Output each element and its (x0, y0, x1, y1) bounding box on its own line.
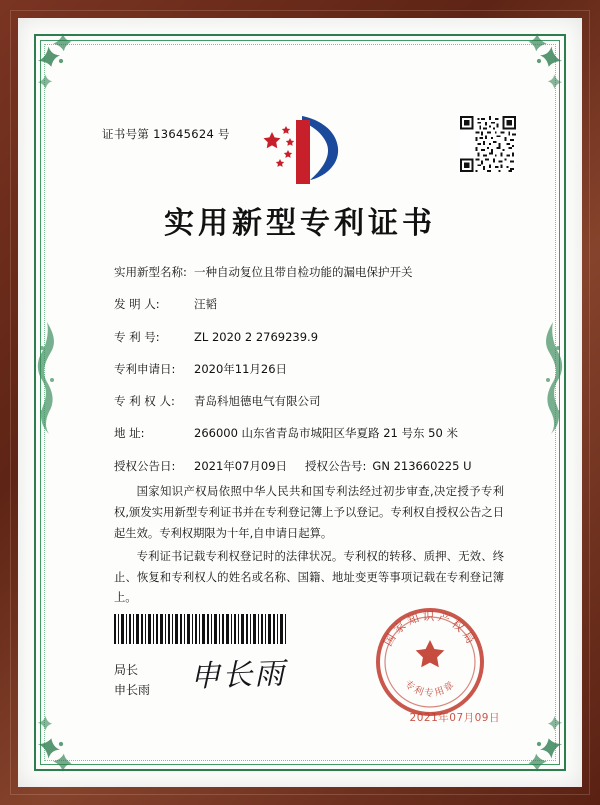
field-row-patent-number (114, 329, 508, 346)
field-label-secondary: 授权公告号: (305, 458, 367, 473)
field-value: 青岛科旭德电气有限公司 (194, 394, 321, 408)
edge-ornament-icon (540, 318, 566, 438)
field-value: ZL 2020 2 2769239.9 (194, 329, 319, 344)
certificate-paper (18, 18, 582, 787)
signature-name: 申长雨 (114, 683, 151, 698)
legal-text (114, 482, 504, 611)
field-row-invention-name (114, 264, 508, 281)
qr-code-icon (460, 116, 516, 172)
field-value: 266000 山东省青岛市城阳区华夏路 21 号东 50 米 (194, 426, 458, 441)
field-value-secondary: GN 213660225 U (372, 458, 472, 473)
barcode-icon (114, 614, 286, 644)
certificate-content (62, 58, 538, 747)
field-label: 专 利 号: (114, 329, 160, 344)
cnipa-logo-icon (240, 110, 360, 188)
field-row-address (114, 425, 508, 442)
page-title: 实用新型专利证书 (164, 206, 436, 241)
edge-ornament-icon (34, 318, 60, 438)
field-value: 2020年11月26日 (194, 361, 288, 376)
field-label: 发 明 人: (114, 297, 160, 312)
field-label: 地 址: (114, 426, 145, 441)
signature-block (114, 660, 150, 701)
legal-paragraph-1: 国家知识产权局依照中华人民共和国专利法经过初步审查,决定授予专利权,颁发实用新型专利证书并在专利登记簿上予以登记。专利权自授权公告之日起生效。专利权期限为十年,自申请日起算。 (114, 485, 504, 540)
field-value: 汪韬 (194, 297, 217, 312)
certificate-number: 证书号第 13645624 号 (102, 127, 230, 141)
field-value: 一种自动复位且带自检功能的漏电保护开关 (194, 265, 413, 279)
legal-paragraph-2: 专利证书记载专利权登记时的法律状况。专利权的转移、质押、无效、终止、恢复和专利权人的姓名或名称、国籍、地址变更等事项记载在专利登记簿上。 (114, 549, 504, 605)
field-label: 专 利 权 人: (114, 394, 175, 408)
official-seal-icon (374, 606, 486, 718)
field-row-grant-announcement (114, 458, 508, 475)
svg-text:专利专用章: 专利专用章 (402, 678, 458, 699)
seal-date: 2021年07月09日 (409, 712, 500, 724)
field-row-patentee (114, 393, 508, 410)
field-value: 2021年07月09日 (194, 458, 288, 473)
field-label: 专利申请日: (114, 361, 176, 376)
field-row-application-date (114, 361, 508, 378)
field-label: 授权公告日: (114, 458, 176, 473)
signature-title: 局长 (114, 663, 139, 677)
svg-text:国家知识产权局: 国家知识产权局 (380, 609, 480, 649)
field-label: 实用新型名称: (114, 265, 187, 279)
field-list (114, 264, 508, 490)
field-row-inventor (114, 296, 508, 313)
handwritten-signature: 申长雨 (189, 656, 287, 695)
